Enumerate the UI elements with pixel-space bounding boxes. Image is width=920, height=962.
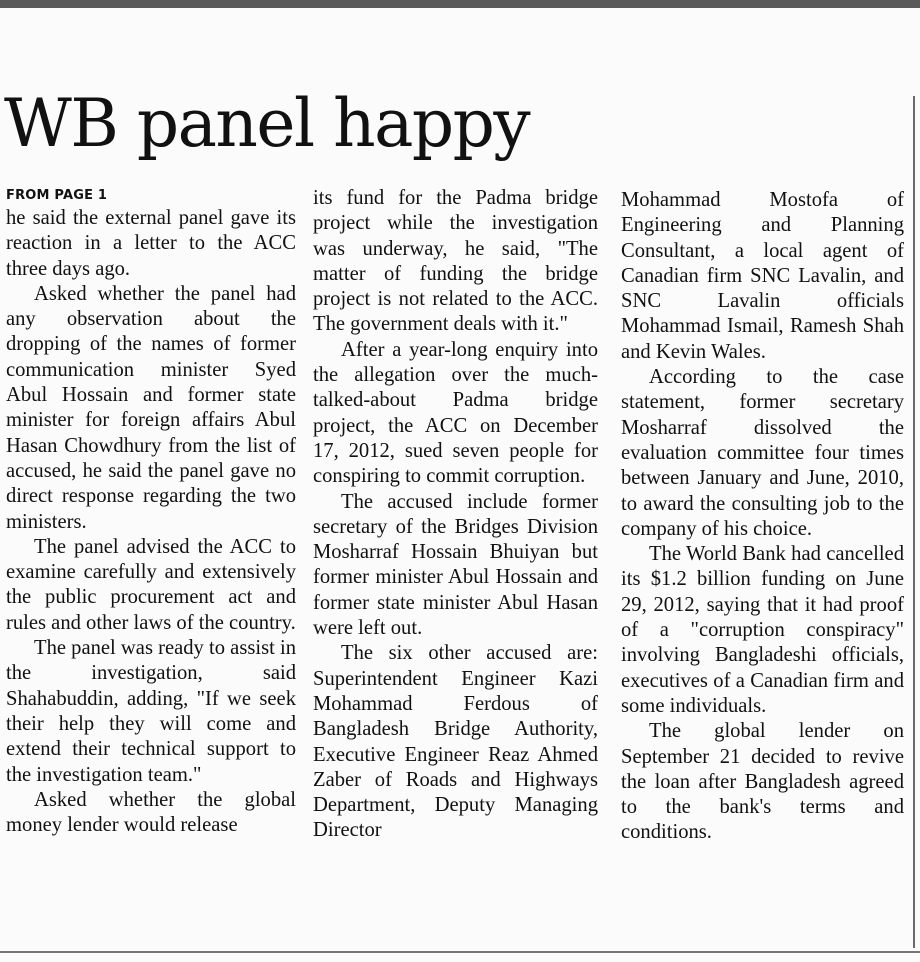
top-rule: [0, 0, 920, 8]
paragraph: After a year-long enquiry into the allegation over the much-talked-about Padma bridge project, the ACC on December 17, 2012, sued seven people for conspiring to commit corruption.: [313, 338, 598, 488]
column-rule-right: [913, 96, 915, 948]
paragraph: Asked whether the panel had any observation about the dropping of the names of former communication minister Syed Abul Hossain and former state minister for foreign affairs Abul Hasan Chowdhury from the list of accused, he said the panel gave no direct response regarding the two ministers.: [6, 282, 296, 533]
paragraph: The panel advised the ACC to examine carefully and extensively the public procurement act and rules and other laws of the country.: [6, 535, 296, 634]
column-3: [621, 188, 904, 846]
paragraph: The six other accused are: Superintendent Engineer Kazi Mohammad Ferdous of Bangladesh Bridge Authority, Executive Engineer Reaz Ahmed Zaber of Roads and Highways Department, Deputy Managing Director: [313, 642, 598, 842]
paragraph: Asked whether the global money lender would release: [6, 788, 296, 837]
paragraph: According to the case statement, former secretary Mosharraf dissolved the evaluation committee four times between January and June, 2010, to award the consulting job to the company of his choice.: [621, 366, 904, 540]
paragraph: The World Bank had cancelled its $1.2 billion funding on June 29, 2012, saying that it had proof of a "corruption conspiracy" involving Bangladeshi officials, executives of a Canadian firm and some individuals.: [621, 543, 904, 717]
column-1: [6, 188, 296, 838]
headline: WB panel happy: [4, 85, 530, 162]
paragraph: The panel was ready to assist in the investigation, said Shahabuddin, adding, "If we seek their help they will come and extend their technical support to the investigation team.": [6, 637, 296, 786]
from-page-kicker: FROM PAGE 1: [6, 188, 108, 203]
bottom-rule: [0, 951, 920, 953]
paragraph: The global lender on September 21 decided to revive the loan after Bangladesh agreed to the bank's terms and conditions.: [621, 720, 904, 844]
column-2: [313, 186, 598, 844]
paragraph: The accused include former secretary of the Bridges Division Mosharraf Hossain Bhuiyan but former minister Abul Hossain and former state minister Abul Hasan were left out.: [313, 490, 598, 640]
paragraph: he said the external panel gave its reaction in a letter to the ACC three days ago.: [6, 207, 296, 280]
paragraph: Mohammad Mostofa of Engineering and Planning Consultant, a local agent of Canadian firm SNC Lavalin, and SNC Lavalin officials Mohammad Ismail, Ramesh Shah and Kevin Wales.: [621, 189, 904, 363]
paragraph: its fund for the Padma bridge project while the investigation was underway, he said, "The matter of funding the bridge project is not related to the ACC. The government deals with it.": [313, 187, 598, 336]
